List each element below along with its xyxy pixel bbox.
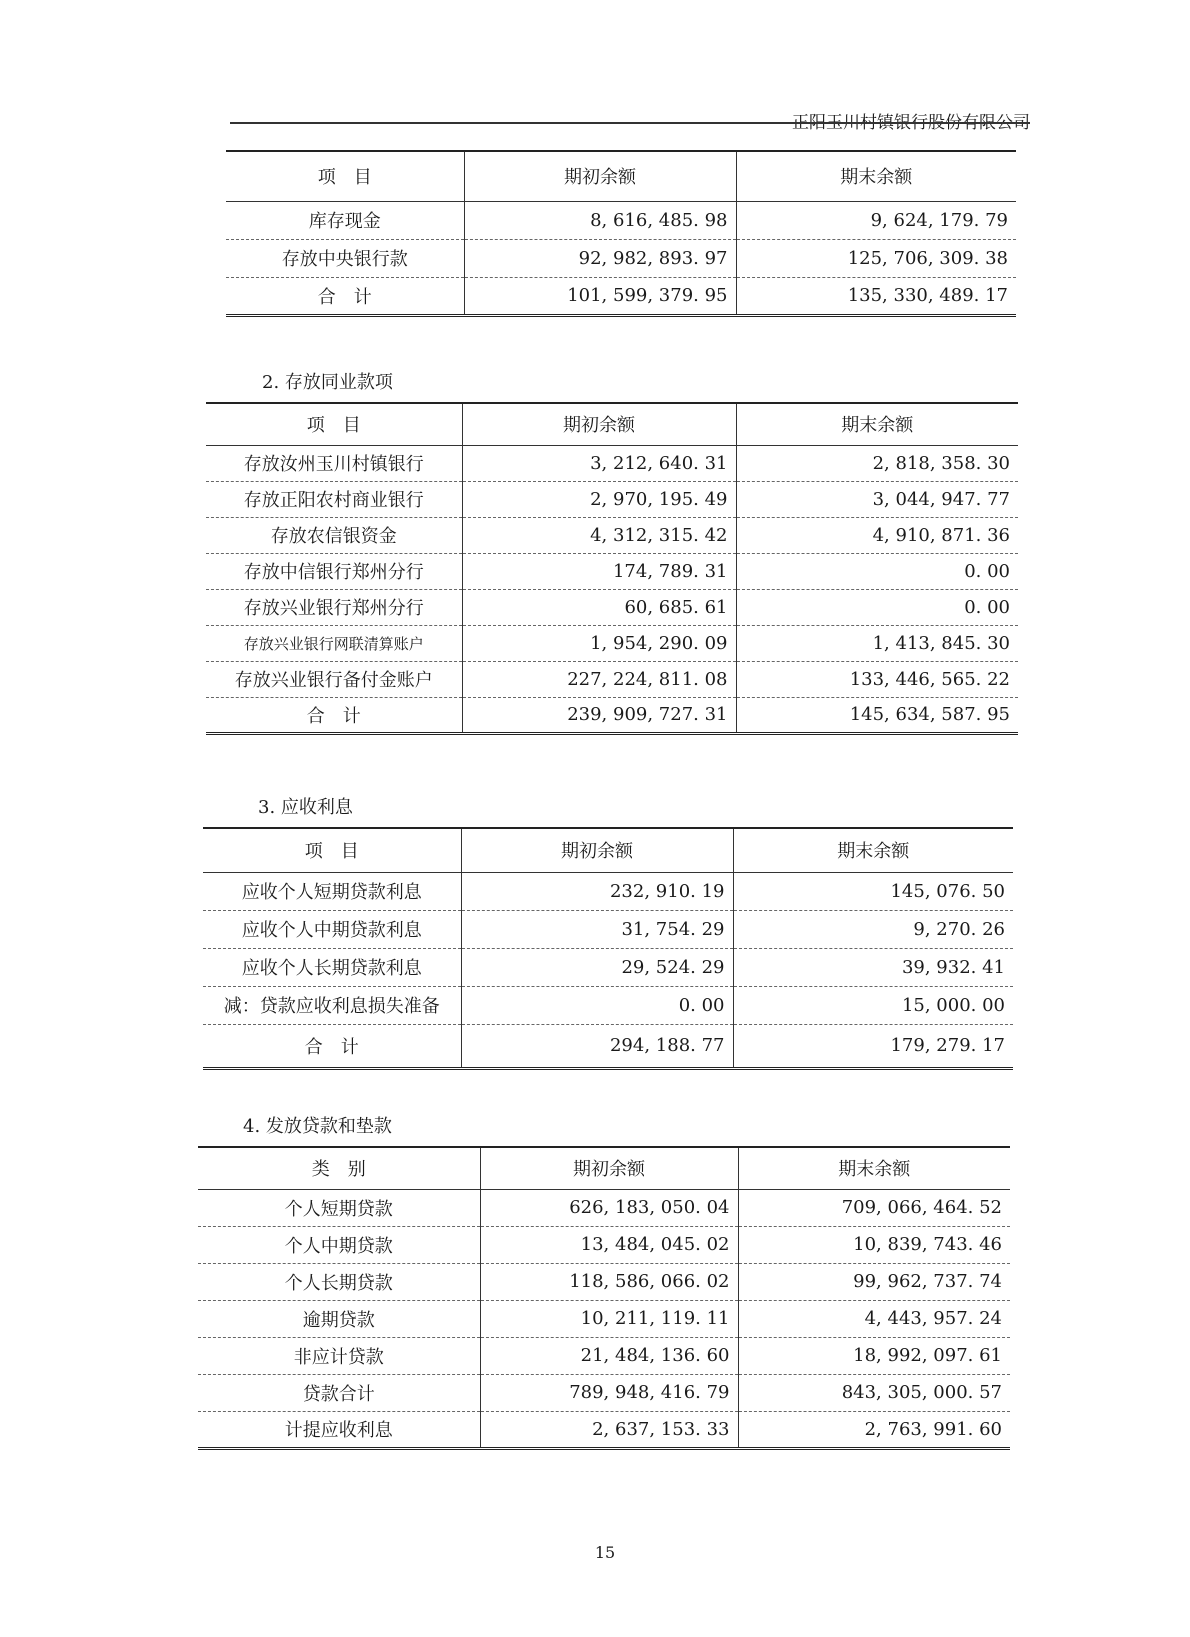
opening-balance: 29, 524. 29 — [461, 948, 733, 986]
opening-balance: 626, 183, 050. 04 — [480, 1189, 738, 1226]
cash-table — [226, 150, 1016, 317]
table-row — [198, 1189, 1010, 1226]
interest-receivable-table — [203, 827, 1013, 1070]
closing-balance: 99, 962, 737. 74 — [738, 1263, 1010, 1300]
opening-balance: 3, 212, 640. 31 — [462, 445, 736, 481]
row-label: 个人短期贷款 — [198, 1189, 480, 1226]
column-header: 期末余额 — [736, 151, 1016, 201]
closing-balance: 39, 932. 41 — [733, 948, 1013, 986]
closing-balance: 9, 270. 26 — [733, 910, 1013, 948]
table-header-row — [206, 403, 1018, 445]
loans-advances-table — [198, 1146, 1010, 1450]
table-row — [203, 872, 1013, 910]
closing-balance: 709, 066, 464. 52 — [738, 1189, 1010, 1226]
closing-balance: 15, 000. 00 — [733, 986, 1013, 1024]
opening-balance: 294, 188. 77 — [461, 1024, 733, 1068]
opening-balance: 118, 586, 066. 02 — [480, 1263, 738, 1300]
table-row — [198, 1374, 1010, 1411]
row-label: 应收个人中期贷款利息 — [203, 910, 461, 948]
opening-balance: 10, 211, 119. 11 — [480, 1300, 738, 1337]
table-row — [206, 625, 1018, 661]
row-label: 合 计 — [226, 277, 464, 315]
row-label: 存放中信银行郑州分行 — [206, 553, 462, 589]
column-header: 期初余额 — [461, 828, 733, 872]
section-title: 3. 应收利息 — [258, 797, 353, 818]
closing-balance: 179, 279. 17 — [890, 1035, 1005, 1056]
table-row — [206, 661, 1018, 697]
total-row — [206, 697, 1018, 733]
opening-balance: 2, 637, 153. 33 — [480, 1411, 738, 1448]
row-label: 计提应收利息 — [198, 1411, 480, 1448]
header-rule — [230, 122, 1030, 124]
total-row — [226, 277, 1016, 315]
company-name: 正阳玉川村镇银行股份有限公司 — [792, 113, 1030, 133]
table-row — [203, 986, 1013, 1024]
row-label: 应收个人长期贷款利息 — [203, 948, 461, 986]
column-header: 期末余额 — [733, 828, 1013, 872]
column-header: 期末余额 — [736, 403, 1018, 445]
closing-balance: 843, 305, 000. 57 — [738, 1374, 1010, 1411]
table-row — [206, 517, 1018, 553]
column-header: 期末余额 — [738, 1147, 1010, 1189]
table-row — [198, 1337, 1010, 1374]
column-header: 项 目 — [206, 403, 462, 445]
column-header: 期初余额 — [480, 1147, 738, 1189]
closing-balance: 125, 706, 309. 38 — [736, 239, 1016, 277]
column-header: 项 目 — [203, 828, 461, 872]
row-label: 存放正阳农村商业银行 — [206, 481, 462, 517]
column-header: 期初余额 — [464, 151, 736, 201]
row-label: 存放农信银资金 — [206, 517, 462, 553]
table-header-row — [203, 828, 1013, 872]
row-label: 合 计 — [203, 1024, 461, 1068]
total-row — [203, 1024, 1013, 1068]
opening-balance: 13, 484, 045. 02 — [480, 1226, 738, 1263]
opening-balance: 101, 599, 379. 95 — [464, 277, 736, 315]
closing-balance: 2, 818, 358. 30 — [736, 445, 1018, 481]
table-row — [206, 553, 1018, 589]
closing-balance: 4, 910, 871. 36 — [736, 517, 1018, 553]
row-label: 个人中期贷款 — [198, 1226, 480, 1263]
table-row — [206, 445, 1018, 481]
opening-balance: 239, 909, 727. 31 — [462, 697, 736, 733]
opening-balance: 8, 616, 485. 98 — [464, 201, 736, 239]
opening-balance: 789, 948, 416. 79 — [480, 1374, 738, 1411]
opening-balance: 1, 954, 290. 09 — [462, 625, 736, 661]
opening-balance: 21, 484, 136. 60 — [480, 1337, 738, 1374]
section-title: 2. 存放同业款项 — [262, 372, 393, 393]
column-header: 项 目 — [226, 151, 464, 201]
opening-balance: 4, 312, 315. 42 — [462, 517, 736, 553]
table-row — [206, 589, 1018, 625]
row-label: 存放中央银行款 — [226, 239, 464, 277]
row-label: 存放兴业银行网联清算账户 — [206, 625, 462, 661]
table-row — [198, 1300, 1010, 1337]
row-label: 存放汝州玉川村镇银行 — [206, 445, 462, 481]
opening-balance: 232, 910. 19 — [461, 872, 733, 910]
closing-balance: 1, 413, 845. 30 — [736, 625, 1018, 661]
opening-balance: 227, 224, 811. 08 — [462, 661, 736, 697]
table-row — [226, 239, 1016, 277]
closing-balance: 10, 839, 743. 46 — [738, 1226, 1010, 1263]
table-header-row — [226, 151, 1016, 201]
row-label: 合 计 — [206, 697, 462, 733]
closing-balance: 0. 00 — [736, 589, 1018, 625]
row-label: 逾期贷款 — [198, 1300, 480, 1337]
opening-balance: 2, 970, 195. 49 — [462, 481, 736, 517]
opening-balance: 0. 00 — [461, 986, 733, 1024]
opening-balance: 60, 685. 61 — [462, 589, 736, 625]
closing-balance: 145, 634, 587. 95 — [849, 704, 1010, 725]
row-label: 存放兴业银行备付金账户 — [206, 661, 462, 697]
closing-balance: 0. 00 — [736, 553, 1018, 589]
closing-balance: 145, 076. 50 — [733, 872, 1013, 910]
page-number: 15 — [594, 1543, 616, 1562]
row-label: 减：贷款应收利息损失准备 — [203, 986, 461, 1024]
closing-balance: 9, 624, 179. 79 — [736, 201, 1016, 239]
opening-balance: 31, 754. 29 — [461, 910, 733, 948]
closing-balance: 2, 763, 991. 60 — [864, 1418, 1002, 1440]
column-header: 类 别 — [198, 1147, 480, 1189]
table-row — [198, 1411, 1010, 1448]
closing-balance: 3, 044, 947. 77 — [736, 481, 1018, 517]
row-label: 应收个人短期贷款利息 — [203, 872, 461, 910]
table-row — [198, 1226, 1010, 1263]
row-label: 非应计贷款 — [198, 1337, 480, 1374]
row-label: 存放兴业银行郑州分行 — [206, 589, 462, 625]
closing-balance: 135, 330, 489. 17 — [847, 285, 1008, 306]
closing-balance: 133, 446, 565. 22 — [736, 661, 1018, 697]
column-header: 期初余额 — [462, 403, 736, 445]
table-row — [198, 1263, 1010, 1300]
row-label: 库存现金 — [226, 201, 464, 239]
interbank-deposits-table — [206, 402, 1018, 735]
section-title: 4. 发放贷款和垫款 — [243, 1116, 392, 1137]
row-label: 贷款合计 — [198, 1374, 480, 1411]
table-row — [206, 481, 1018, 517]
table-header-row — [198, 1147, 1010, 1189]
opening-balance: 174, 789. 31 — [462, 553, 736, 589]
table-row — [226, 201, 1016, 239]
closing-balance: 18, 992, 097. 61 — [738, 1337, 1010, 1374]
table-row — [203, 948, 1013, 986]
table-row — [203, 910, 1013, 948]
row-label: 个人长期贷款 — [198, 1263, 480, 1300]
opening-balance: 92, 982, 893. 97 — [464, 239, 736, 277]
closing-balance: 4, 443, 957. 24 — [738, 1300, 1010, 1337]
